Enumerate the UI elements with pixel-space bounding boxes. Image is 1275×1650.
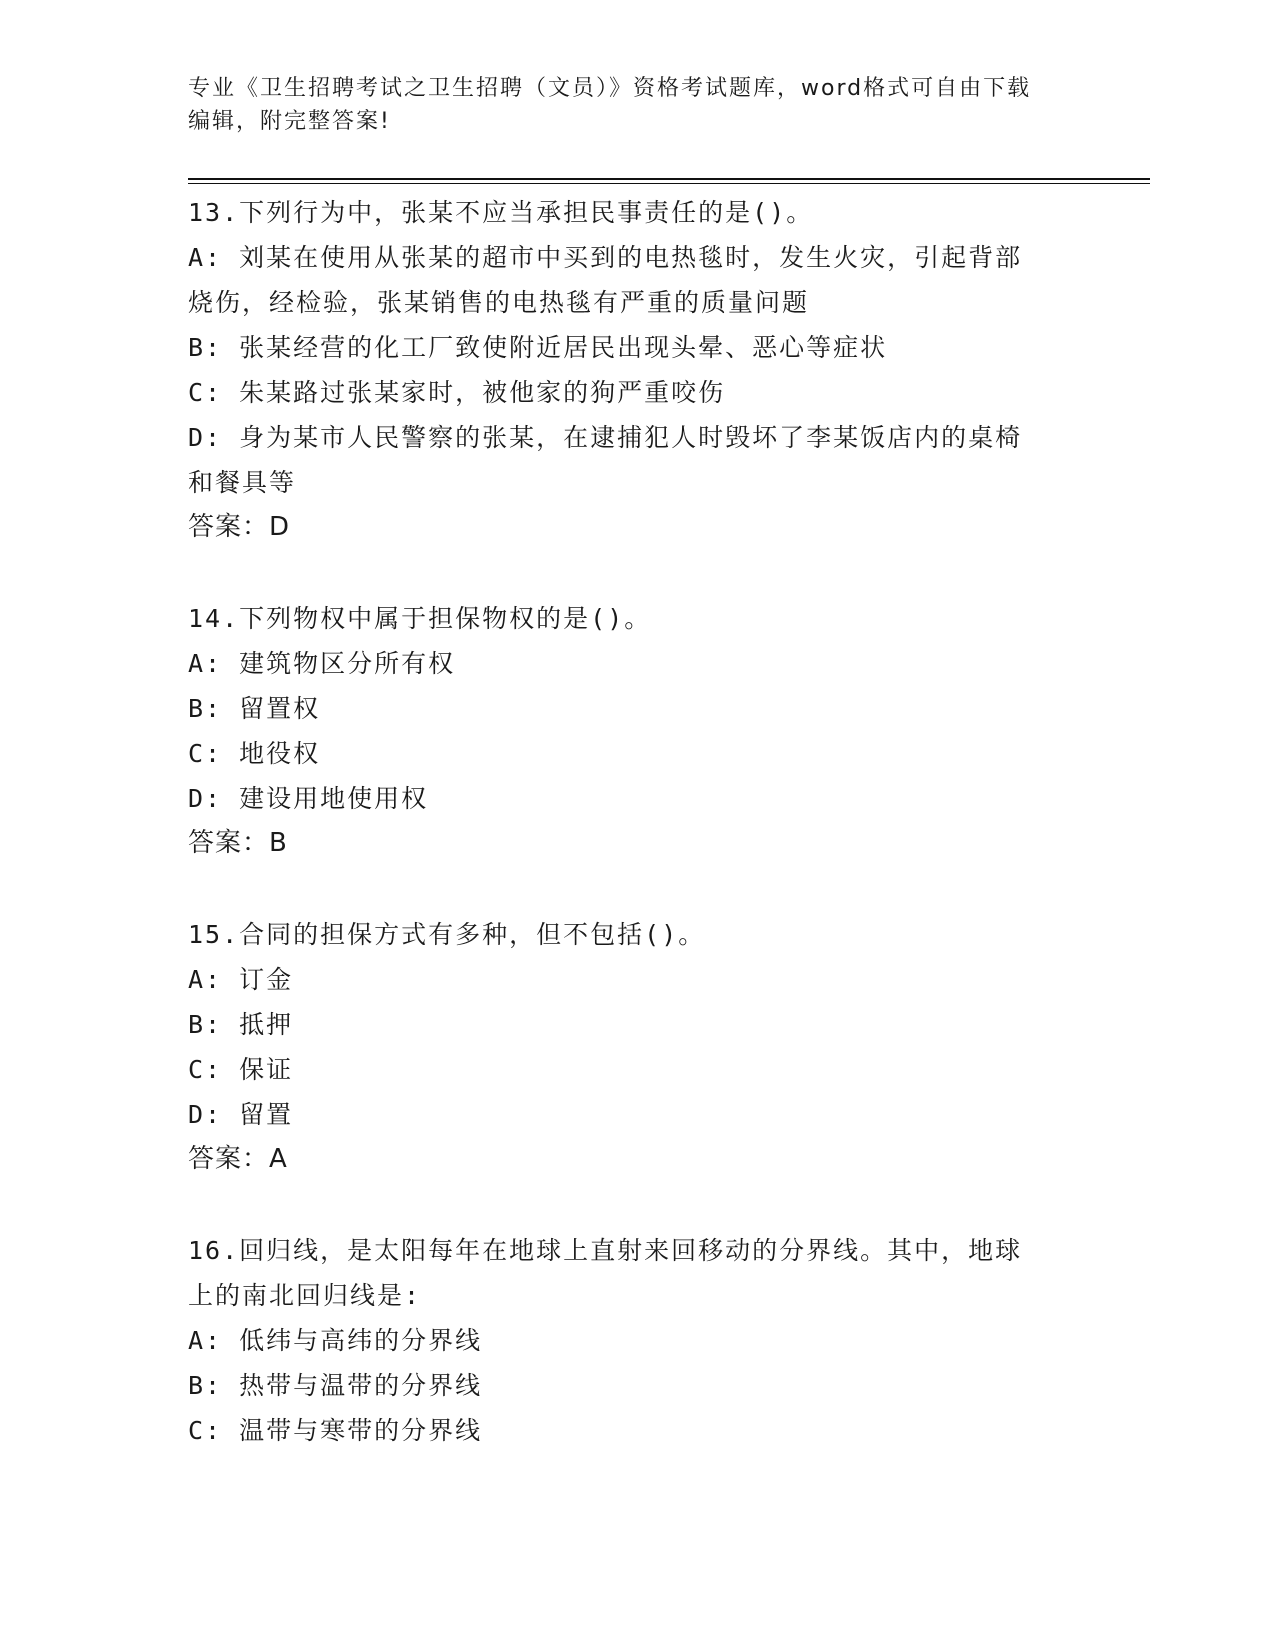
header-divider-thin <box>188 183 1150 184</box>
question-stem: 14.下列物权中属于担保物权的是()。 <box>188 604 652 633</box>
answer-option: B: 张某经营的化工厂致使附近居民出现头晕、恶心等症状 <box>188 333 888 362</box>
answer-option: B: 抵押 <box>188 1010 294 1039</box>
question-block <box>188 596 1088 866</box>
answer-key: 答案：D <box>188 512 291 542</box>
answer-option: C: 保证 <box>188 1055 294 1084</box>
header-line-1: 专业《卫生招聘考试之卫生招聘（文员）》资格考试题库，word格式可自由下载 <box>188 76 1032 101</box>
answer-option: D: 建设用地使用权 <box>188 784 429 813</box>
question-stem: 13.下列行为中，张某不应当承担民事责任的是()。 <box>188 198 814 227</box>
answer-key: 答案：A <box>188 1144 288 1174</box>
question-list <box>188 190 1088 1499</box>
answer-option: A: 建筑物区分所有权 <box>188 649 456 678</box>
answer-option: D: 身为某市人民警察的张某，在逮捕犯人时毁坏了李某饭店内的桌椅 <box>188 423 1023 452</box>
answer-option: 烧伤，经检验，张某销售的电热毯有严重的质量问题 <box>188 288 810 317</box>
header-divider <box>188 178 1150 180</box>
answer-option: C: 温带与寒带的分界线 <box>188 1416 483 1445</box>
answer-option: A: 刘某在使用从张某的超市中买到的电热毯时，发生火灾，引起背部 <box>188 243 1023 272</box>
answer-option: D: 留置 <box>188 1100 294 1129</box>
answer-option: C: 朱某路过张某家时，被他家的狗严重咬伤 <box>188 378 726 407</box>
answer-key: 答案：B <box>188 828 288 858</box>
document-header <box>188 72 1088 138</box>
question-block <box>188 912 1088 1182</box>
answer-option: B: 热带与温带的分界线 <box>188 1371 483 1400</box>
header-line-2: 编辑，附完整答案! <box>188 109 391 134</box>
answer-option: B: 留置权 <box>188 694 321 723</box>
answer-option: A: 订金 <box>188 965 294 994</box>
answer-option: 和餐具等 <box>188 468 297 497</box>
answer-option: A: 低纬与高纬的分界线 <box>188 1326 483 1355</box>
question-stem: 15.合同的担保方式有多种，但不包括()。 <box>188 920 706 949</box>
question-stem: 上的南北回归线是: <box>188 1281 422 1310</box>
question-block <box>188 190 1088 550</box>
question-stem: 16.回归线，是太阳每年在地球上直射来回移动的分界线。其中，地球 <box>188 1236 1023 1265</box>
answer-option: C: 地役权 <box>188 739 321 768</box>
question-block <box>188 1228 1088 1453</box>
